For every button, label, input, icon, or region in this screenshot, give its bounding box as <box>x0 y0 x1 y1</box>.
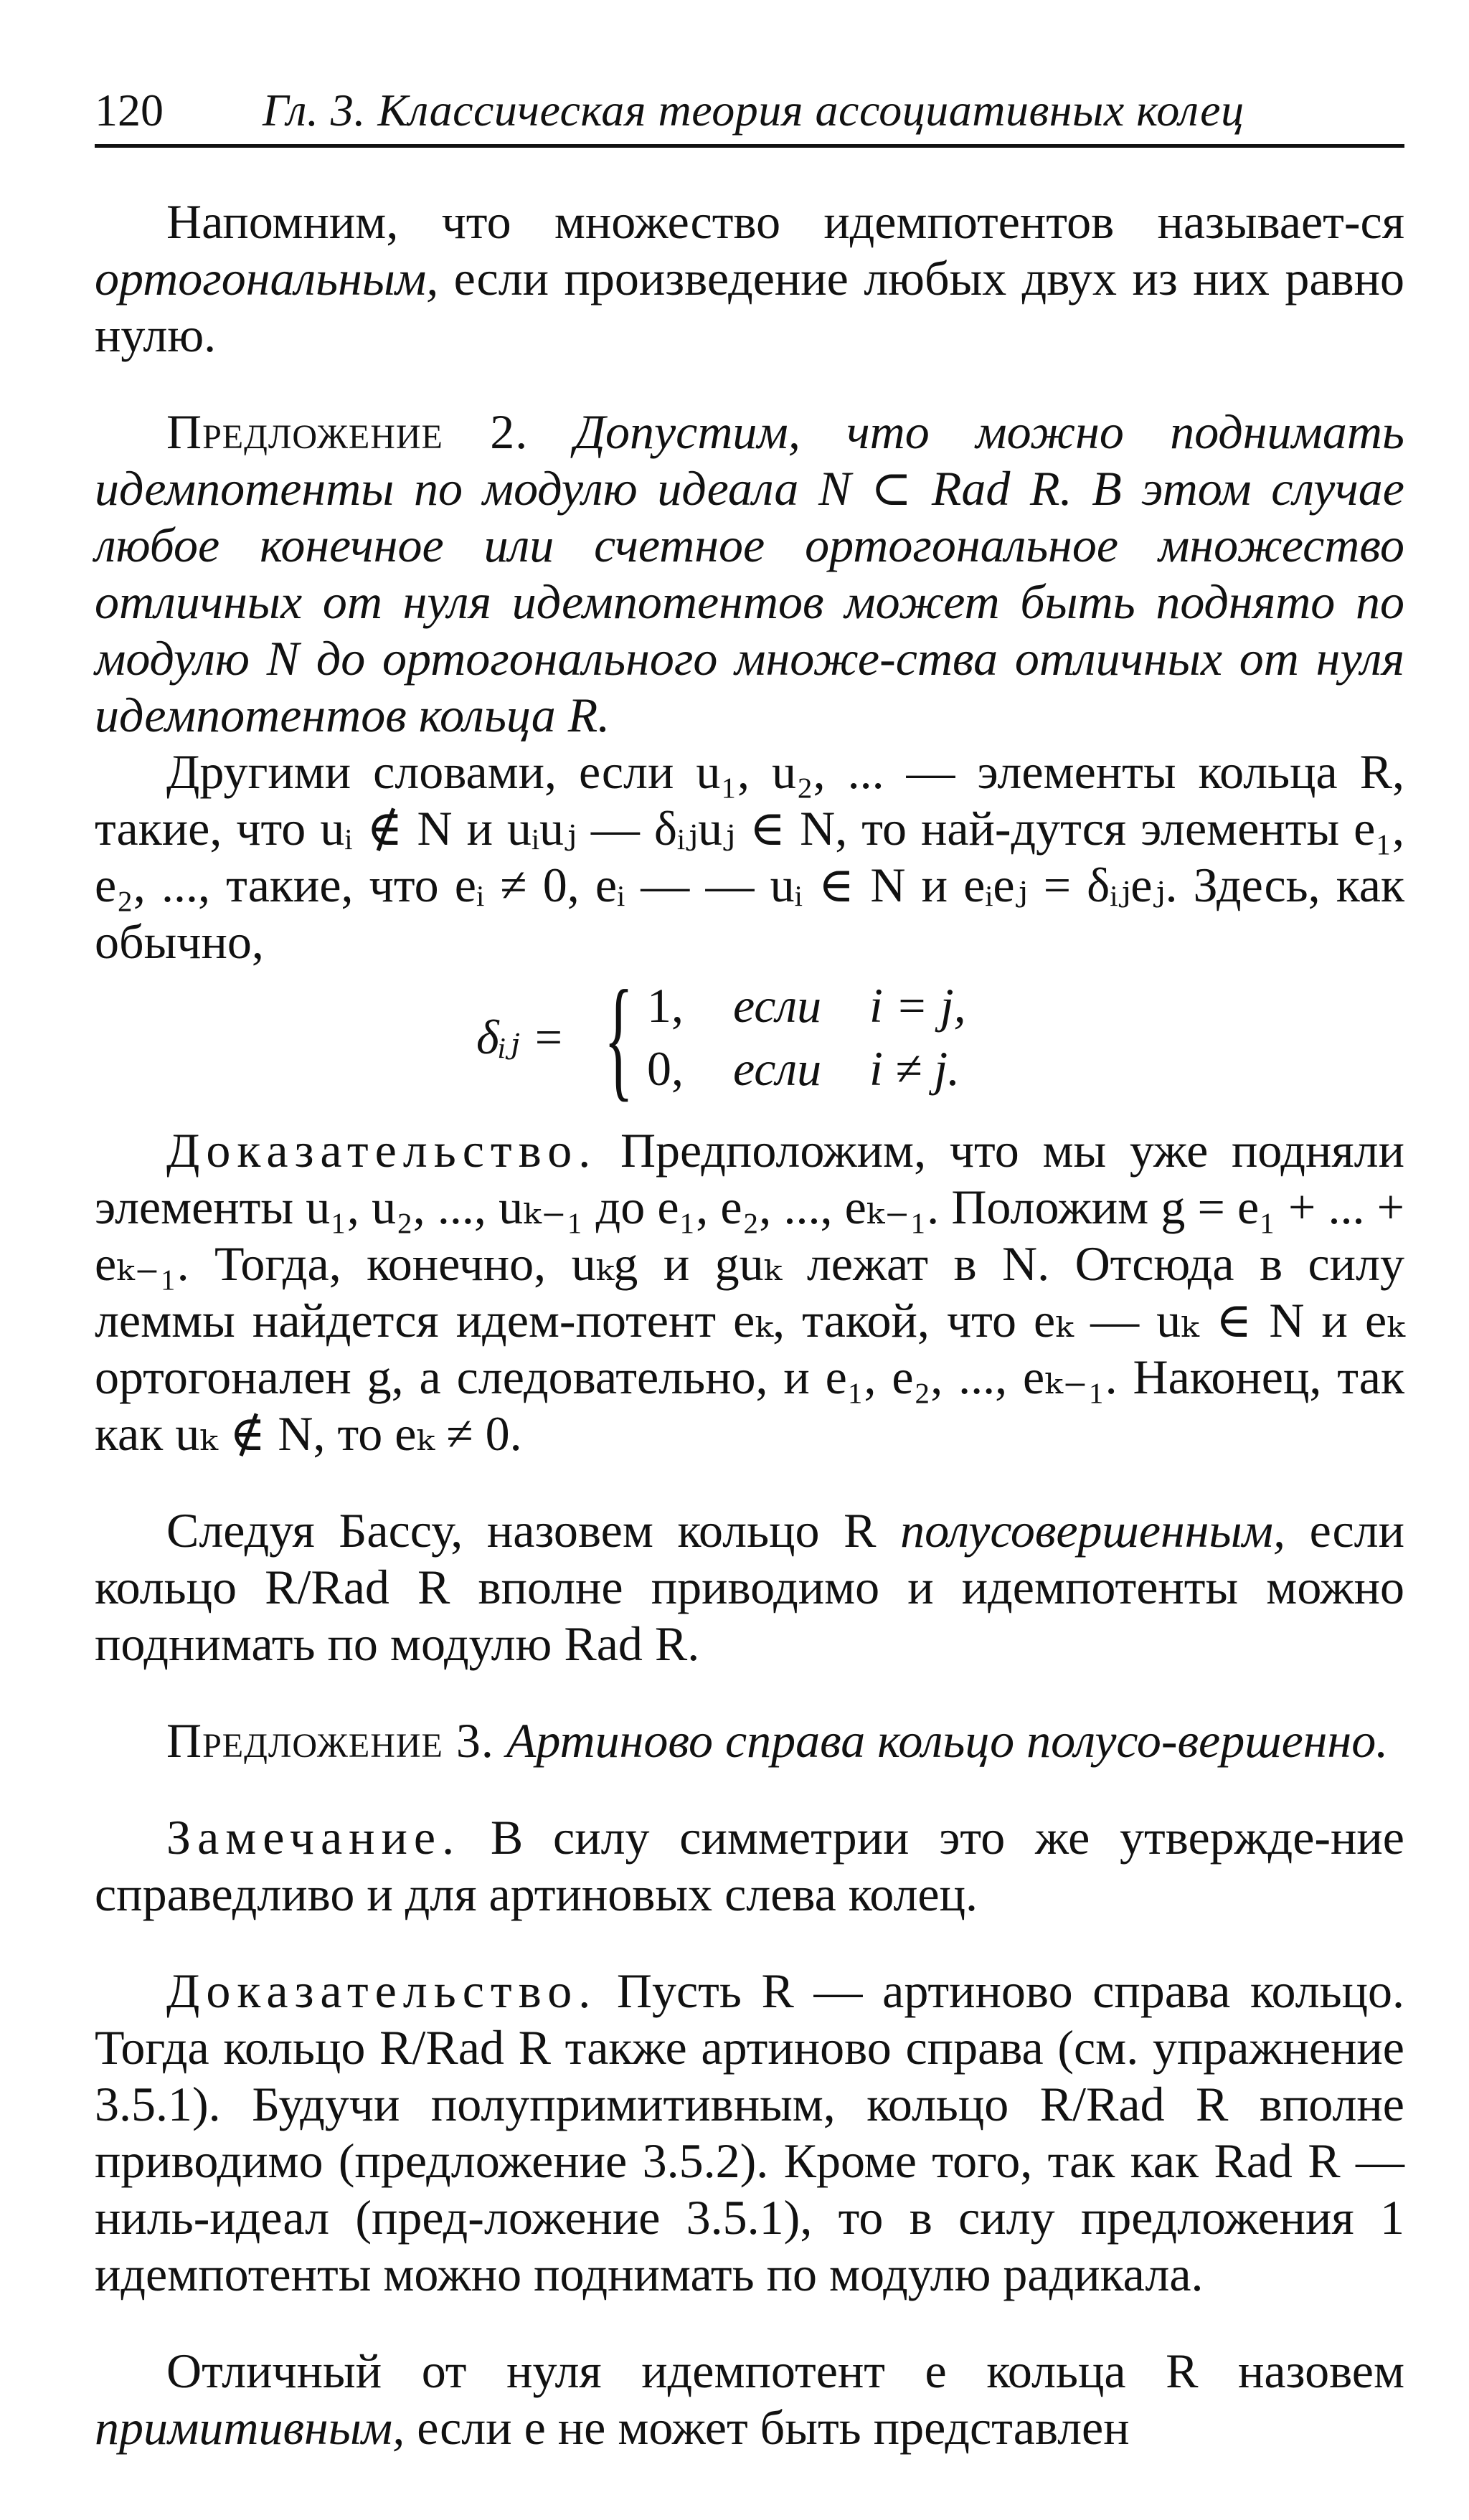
proposition-label: Предложение 2. <box>166 404 529 459</box>
kronecker-delta-formula <box>95 963 1404 1114</box>
text-run: Напомним, что множество идемпотентов называет-ся <box>166 194 1404 249</box>
term-primitive: примитивным, <box>95 2400 405 2455</box>
running-title: Гл. 3. Классическая теория ассоциативных колец <box>263 85 1244 136</box>
proposition-text: Артиново справа кольцо полусо-вершенно. <box>493 1713 1389 1768</box>
proposition-3 <box>95 1713 1404 1769</box>
proposition-text: Допустим, что можно поднимать идемпотенты по модулю идеала N ⊂ Rad R. В этом случае любое конечное или счетное ортогональное множество отличных от нуля идемпотентов может быть поднято по модулю N до ортогонального множе-ства отличных от нуля идемпотентов кольца R. <box>95 404 1404 742</box>
proof-label: Доказательство. <box>166 1123 597 1178</box>
remark-label: Замечание. <box>166 1810 461 1865</box>
proposition-2 <box>95 404 1404 744</box>
running-header <box>95 77 1404 143</box>
formula-condition-word: если <box>733 978 822 1033</box>
remark <box>95 1809 1404 1923</box>
proof-of-proposition-2 <box>95 1122 1404 1462</box>
paragraph-orthogonal-definition <box>95 194 1404 364</box>
page-number: 120 <box>95 85 164 136</box>
paragraph-primitive-definition <box>95 2343 1404 2456</box>
proof-of-proposition-3 <box>95 1963 1404 2303</box>
text-run: Следуя Бассу, назовем кольцо R <box>166 1503 901 1558</box>
page-body <box>95 194 1404 2456</box>
text-run: Отличный от нуля идемпотент e кольца R назовем <box>166 2344 1404 2398</box>
text-run: если произведение любых двух из них равно нулю. <box>95 251 1404 362</box>
formula-relation: i ≠ j. <box>869 1041 960 1096</box>
proof-text: Пусть R — артиново справа кольцо. Тогда кольцо R/Rad R также артиново справа (см. упражнение 3.5.1). Будучи полупримитивным, кольцо R/Rad R вполне приводимо (предложение 3.5.2). Кроме того, так как Rad R — ниль-идеал (пред-ложение 3.5.1), то в силу предложения 1 идемпотенты можно поднимать по модулю радикала. <box>95 1964 1404 2301</box>
term-semiperfect: полусовершенным, <box>900 1503 1285 1558</box>
remark-text: В силу симметрии это же утвержде-ние справедливо и для артиновых слева колец. <box>95 1810 1404 1921</box>
left-brace-icon: { <box>604 963 634 1114</box>
formula-condition-word: если <box>733 1041 822 1096</box>
formula-lhs: δᵢⱼ = <box>476 1010 565 1064</box>
formula-value: 1, <box>647 978 684 1033</box>
formula-relation: i = j, <box>869 978 966 1033</box>
paragraph-semiperfect-definition <box>95 1502 1404 1672</box>
formula-row-1 <box>647 977 966 1034</box>
term-orthogonal: ортогональным, <box>95 251 439 305</box>
text-run: если e не может быть представлен <box>405 2400 1130 2455</box>
formula-row-2 <box>647 1041 960 1097</box>
formula-value: 0, <box>647 1041 684 1096</box>
text-run: если кольцо R/Rad R вполне приводимо и идемпотенты можно поднимать по модулю Rad R. <box>95 1503 1404 1671</box>
proof-label: Доказательство. <box>166 1964 597 2018</box>
proof-text: Предположим, что мы уже подняли элементы u₁, u₂, ..., uₖ₋₁ до e₁, e₂, ..., eₖ₋₁. Положим g = e₁ + ... + eₖ₋₁. Тогда, конечно, uₖg и guₖ лежат в N. Отсюда в силу леммы найдется идем-потент eₖ, такой, что eₖ — uₖ ∈ N и eₖ ортогонален g, а следовательно, и e₁, e₂, ..., eₖ₋₁. Наконец, так как uₖ ∉ N, то eₖ ≠ 0. <box>95 1123 1404 1461</box>
proposition-label: Предложение 3. <box>166 1713 494 1768</box>
paragraph-restatement: Другими словами, если u₁, u₂, ... — элементы кольца R, такие, что uᵢ ∉ N и uᵢuⱼ — δᵢⱼuⱼ ∈ N, то най-дутся элементы e₁, e₂, ..., такие, что eᵢ ≠ 0, eᵢ — — uᵢ ∈ N и eᵢeⱼ = δᵢⱼeⱼ. Здесь, как обычно, <box>95 744 1404 969</box>
header-rule <box>95 144 1404 148</box>
